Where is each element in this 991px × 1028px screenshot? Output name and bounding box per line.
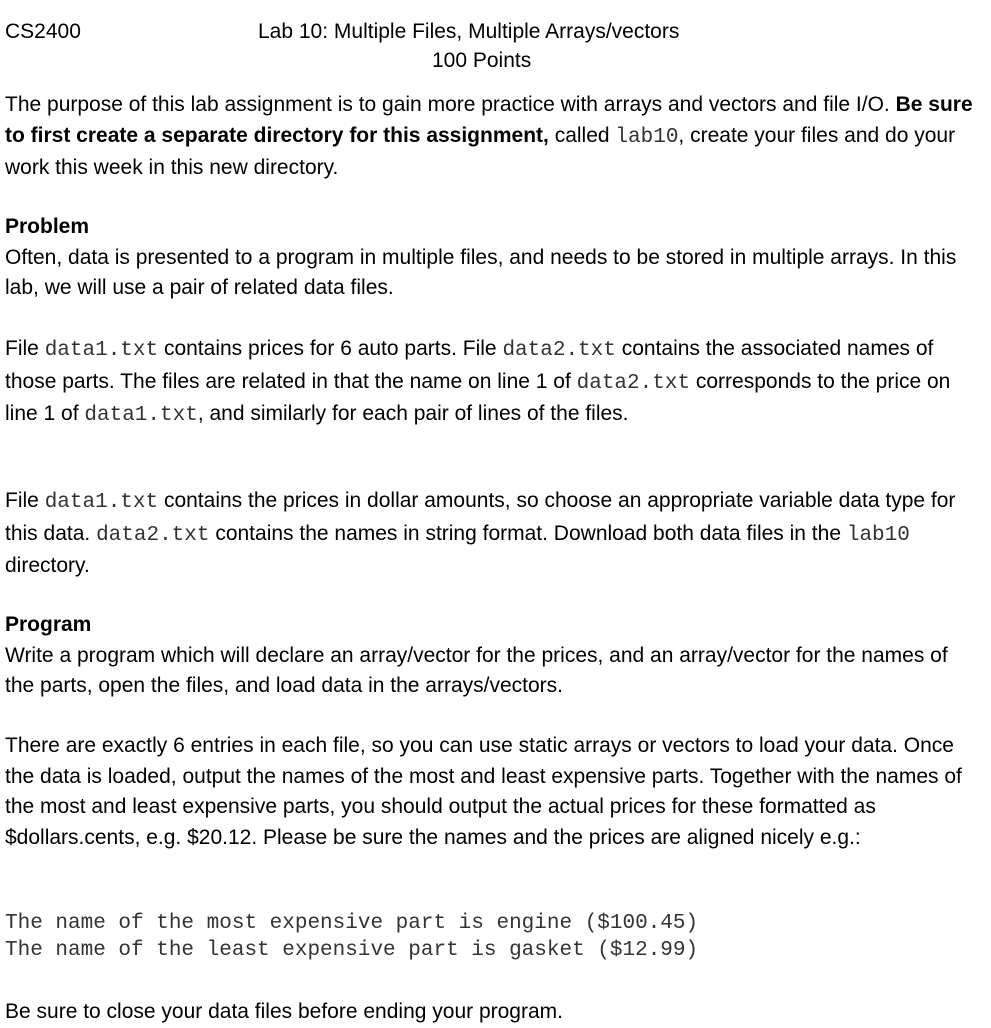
paragraph-text: directory. (5, 554, 90, 577)
problem-section (5, 212, 980, 304)
paragraph-text: contains the prices in dollar amounts, so choose an appropriate variable data type for this data. (5, 489, 956, 545)
intro-bold-instruction: Be sure to first create a separate directory for this assignment, (5, 93, 973, 147)
course-code: CS2400 (5, 20, 81, 43)
lab-title: Lab 10: Multiple Files, Multiple Arrays/vectors (258, 20, 680, 43)
intro-text: called (548, 123, 616, 147)
program-section (5, 610, 980, 702)
program-heading: Program (5, 613, 92, 636)
paragraph-text: contains the associated names of those parts. The files are related in that the name on line 1 of (5, 337, 934, 393)
filename: data1.txt (44, 491, 159, 514)
program-paragraph-1: Write a program which will declare an array/vector for the prices, and an array/vector for the names of the parts, open the files, and load data in the arrays/vectors. (5, 643, 948, 697)
filename: data1.txt (44, 339, 159, 362)
paragraph-text: File (5, 337, 45, 360)
paragraph-text: , and similarly for each pair of lines of the files. (197, 402, 629, 425)
intro-text: , create your files and do your work this week in this new directory. (5, 123, 956, 179)
paragraph-text: corresponds to the price on line 1 of (5, 369, 951, 425)
program-paragraph-text: There are exactly 6 entries in each file, so you can use static arrays or vectors to load your data. Once the data is loaded, output the names of the most and least expensive parts. Together with the names of the most and least expensive parts, you should output the actual prices for these formatted as $dollars.cents, e.g. $20.12. Please be sure the names and the prices are aligned nicely e.g.: (5, 734, 962, 849)
paragraph-text: contains prices for 6 auto parts. File (158, 337, 503, 360)
problem-paragraph-3 (5, 486, 980, 582)
sample-output (5, 910, 698, 964)
directory-name: lab10 (615, 125, 679, 149)
intro-text: The purpose of this lab assignment is to gain more practice with arrays and vectors and file I/O. (5, 93, 890, 116)
closing-text: Be sure to close your data files before ending your program. (5, 1000, 563, 1023)
filename: data2.txt (96, 523, 210, 547)
problem-paragraph-2 (5, 334, 980, 432)
intro-paragraph (5, 90, 980, 184)
program-paragraph-2 (5, 731, 980, 853)
problem-paragraph-1: Often, data is presented to a program in multiple files, and needs to be stored in multiple arrays. In this lab, we will use a pair of related data files. (5, 245, 957, 299)
lab-points: 100 Points (432, 49, 532, 72)
directory-name: lab10 (846, 523, 910, 547)
paragraph-text: contains the names in string format. Download both data files in the (209, 521, 847, 545)
closing-paragraph (5, 997, 980, 1028)
filename: data2.txt (502, 339, 616, 362)
problem-heading: Problem (5, 215, 90, 238)
filename: data2.txt (576, 371, 691, 395)
code-line: The name of the most expensive part is engine ($100.45) (5, 912, 699, 935)
paragraph-text: File (5, 489, 45, 512)
filename: data1.txt (84, 404, 198, 427)
code-line: The name of the least expensive part is gasket ($12.99) (5, 939, 699, 962)
